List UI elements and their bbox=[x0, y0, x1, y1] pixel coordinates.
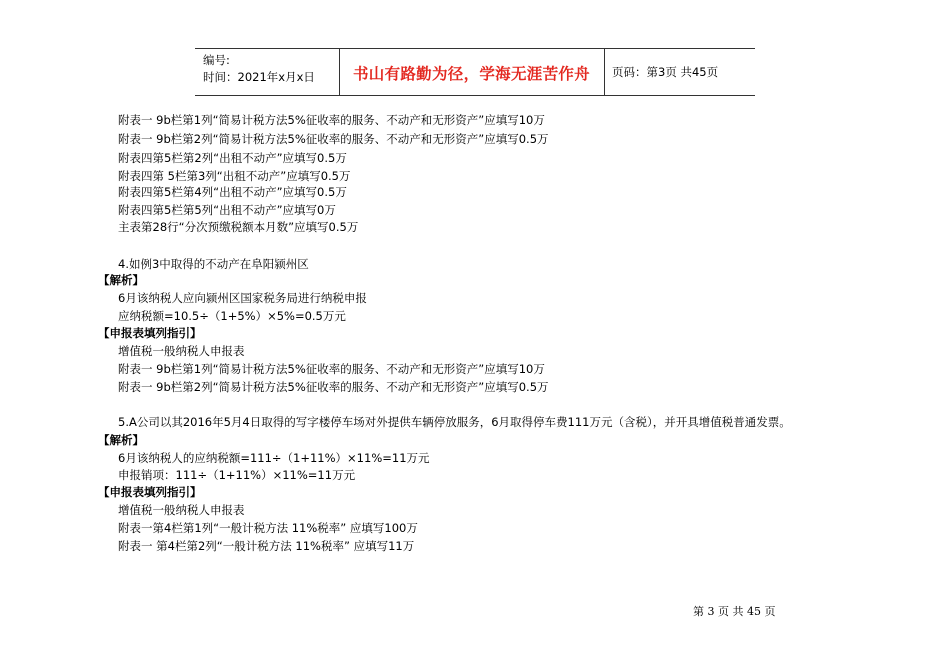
header-page-number: 页码：第3页 共45页 bbox=[612, 65, 719, 79]
body-line: 附表一 9b栏第1列“简易计税方法5%征收率的服务、不动产和无形资产”应填写10万 bbox=[118, 362, 545, 376]
page-footer: 第 3 页 共 45 页 bbox=[693, 605, 776, 618]
section-heading: 4.如例3中取得的不动产在阜阳颍州区 bbox=[118, 257, 309, 271]
body-line: 附表一第4栏第1列“一般计税方法 11%税率” 应填写100万 bbox=[118, 521, 418, 535]
section-heading: 5.A公司以其2016年5月4日取得的写字楼停车场对外提供车辆停放服务，6月取得停车费111万元（含税），并开具增值税普通发票。 bbox=[118, 415, 791, 429]
body-line: 6月该纳税人应向颍州区国家税务局进行纳税申报 bbox=[118, 291, 367, 305]
body-line: 附表四第5栏第5列“出租不动产”应填写0万 bbox=[118, 203, 336, 217]
body-line: 申报销项：111÷（1+11%）×11%=11万元 bbox=[118, 468, 356, 482]
body-line: 附表四第 5栏第3列“出租不动产”应填写0.5万 bbox=[118, 169, 351, 183]
body-line: 附表一 第4栏第2列“一般计税方法 11%税率” 应填写11万 bbox=[118, 539, 415, 553]
header-time-label: 时间：2021年x月x日 bbox=[203, 70, 315, 84]
guide-label: 【申报表填列指引】 bbox=[98, 326, 202, 340]
body-line: 6月该纳税人的应纳税额=111÷（1+11%）×11%=11万元 bbox=[118, 451, 430, 465]
guide-label: 【申报表填列指引】 bbox=[98, 485, 202, 499]
body-line: 附表一 9b栏第2列“简易计税方法5%征收率的服务、不动产和无形资产”应填写0.5万 bbox=[118, 132, 549, 146]
header-number-label: 编号: bbox=[203, 53, 230, 67]
analysis-label: 【解析】 bbox=[98, 433, 144, 447]
body-line: 附表四第5栏第4列“出租不动产”应填写0.5万 bbox=[118, 185, 347, 199]
body-line: 应纳税额=10.5÷（1+5%）×5%=0.5万元 bbox=[118, 309, 346, 323]
body-line: 增值税一般纳税人申报表 bbox=[118, 503, 245, 517]
analysis-label: 【解析】 bbox=[98, 273, 144, 287]
body-line: 附表一 9b栏第2列“简易计税方法5%征收率的服务、不动产和无形资产”应填写0.5万 bbox=[118, 380, 549, 394]
body-line: 附表一 9b栏第1列“简易计税方法5%征收率的服务、不动产和无形资产”应填写10万 bbox=[118, 113, 545, 127]
body-line: 主表第28行“分次预缴税额本月数”应填写0.5万 bbox=[118, 220, 359, 234]
body-line: 附表四第5栏第2列“出租不动产”应填写0.5万 bbox=[118, 151, 347, 165]
header-motto: 书山有路勤为径，学海无涯苦作舟 bbox=[352, 65, 590, 83]
body-line: 增值税一般纳税人申报表 bbox=[118, 344, 245, 358]
